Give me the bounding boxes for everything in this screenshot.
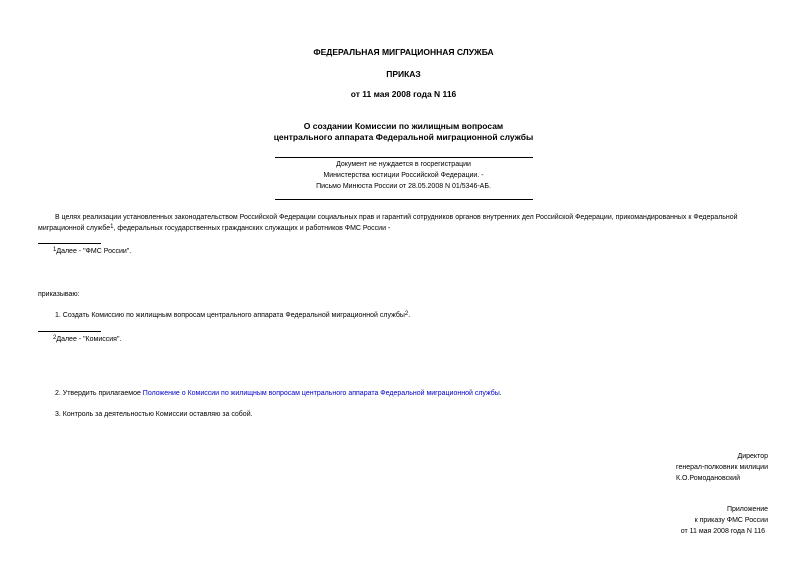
document-date-number: от 11 мая 2008 года N 116 <box>350 89 457 99</box>
footnote-1 <box>53 248 131 255</box>
registration-note-line-3: Письмо Минюста России от 28.05.2008 N 01/5346-АБ. <box>316 183 491 190</box>
signature-name: К.О.Ромодановский <box>676 475 740 482</box>
document-type: ПРИКАЗ <box>386 69 421 79</box>
footnote-1-mark: 1 <box>53 247 57 253</box>
preamble-line-2-end: , федеральных государственных гражданских служащих и работников ФМС России - <box>113 225 391 232</box>
registration-top-rule <box>275 157 533 158</box>
appendix-label: Приложение <box>726 506 768 513</box>
appendix-reference: к приказу ФМС России <box>694 517 768 524</box>
preamble-line-2-start: миграционной службе <box>38 225 111 232</box>
footnote-1-rule <box>38 243 101 244</box>
preamble-line-1: В целях реализации установленных законодательством Российской Федерации социальных прав и гарантий сотрудников органов внутренних дел Российской Федерации, прикомандированных к Федеральной <box>55 214 738 221</box>
regulation-link[interactable]: Положение о Комиссии по жилищным вопросам центрального аппарата Федеральной миграционной службы <box>142 390 500 397</box>
footnote-2-mark: 2 <box>53 335 57 341</box>
agency-name: ФЕДЕРАЛЬНАЯ МИГРАЦИОННАЯ СЛУЖБА <box>313 47 494 57</box>
order-item-2-end: . <box>499 390 502 397</box>
order-item-1-text: 1. Создать Комиссию по жилищным вопросам центрального аппарата Федеральной миграционной службы <box>55 312 405 319</box>
appendix-date-number: от 11 мая 2008 года N 116 <box>680 528 765 535</box>
order-word: приказываю: <box>38 291 80 298</box>
order-item-1 <box>55 312 410 319</box>
footnote-reference-2[interactable]: 2 <box>404 311 409 317</box>
order-item-3: 3. Контроль за деятельностью Комиссии оставляю за собой. <box>55 411 253 418</box>
footnote-reference-1[interactable]: 1 <box>110 224 114 230</box>
order-item-2 <box>55 390 502 397</box>
registration-note-line-2: Министерства юстиции Российской Федерации. - <box>323 172 484 179</box>
registration-note-line-1: Документ не нуждается в госрегистрации <box>336 161 471 168</box>
footnote-2-text: Далее - "Комиссия". <box>56 336 122 343</box>
footnote-2 <box>53 336 121 343</box>
signature-rank: генерал-полковник милиции <box>676 464 768 471</box>
signature-position: Директор <box>737 453 768 460</box>
footnote-2-rule <box>38 331 101 332</box>
document-title-line-1: О создании Комиссии по жилищным вопросам <box>303 121 504 131</box>
preamble-line-2 <box>38 225 390 232</box>
order-item-1-end: . <box>408 312 411 319</box>
order-item-2-prefix: 2. Утвердить прилагаемое <box>55 390 143 397</box>
footnote-1-text: Далее - "ФМС России". <box>56 248 132 255</box>
document-title-line-2: центрального аппарата Федеральной миграционной службы <box>273 132 534 142</box>
registration-bottom-rule <box>275 199 533 200</box>
